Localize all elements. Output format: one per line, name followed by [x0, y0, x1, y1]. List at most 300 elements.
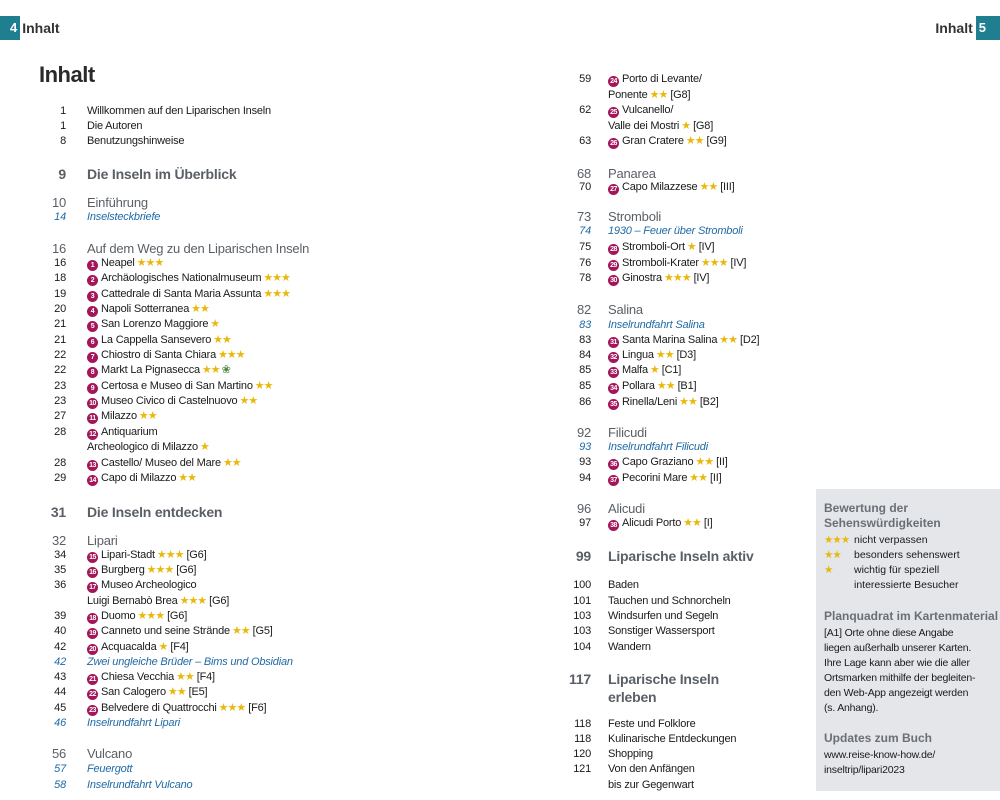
toc-page-number: 82: [576, 302, 591, 317]
rating-stars: ★★: [695, 456, 714, 468]
sight-number-badge: 3: [87, 291, 98, 302]
toc-entry-title: Stromboli: [608, 209, 662, 224]
toc-entry-title: Archeologico di Milazzo: [87, 441, 198, 453]
toc-page-number: 83: [579, 319, 591, 331]
toc-entry-title: Capo di Milazzo: [101, 472, 177, 484]
page-title: Inhalt: [39, 62, 95, 87]
toc-page-number: 18: [54, 272, 66, 284]
rating-stars: ★: [199, 441, 209, 453]
rating-stars: ★★: [254, 380, 273, 392]
toc-entry-title: Tauchen und Schnorcheln: [608, 595, 731, 607]
toc-entry-title: San Calogero: [101, 686, 166, 698]
toc-page-number: 83: [579, 334, 591, 346]
toc-entry-title: Feuergott: [87, 763, 133, 775]
toc-page-number: 16: [54, 257, 66, 269]
toc-entry-text-wrap: [608, 609, 718, 624]
toc-page-number: 28: [54, 426, 66, 438]
rating-stars: ★★★: [218, 702, 246, 714]
map-grid-ref: [E5]: [188, 686, 208, 698]
toc-entry-text-wrap: [87, 271, 290, 286]
toc-page-number: 93: [579, 441, 591, 453]
sight-number-badge: 15: [87, 552, 98, 563]
toc-entry-title: Zwei ungleiche Brüder – Bims und Obsidian: [87, 656, 293, 668]
map-grid-ref: [IV]: [730, 257, 747, 269]
toc-entry-title: Kulinarische Entdeckungen: [608, 733, 737, 745]
toc-entry-text-wrap: [608, 516, 712, 531]
sight-number-badge: 32: [608, 352, 619, 363]
toc-entry-text-wrap: [608, 717, 696, 732]
toc-entry-text-wrap: [87, 716, 180, 731]
toc-entry-title: Inselrundfahrt Filicudi: [608, 441, 708, 453]
map-grid-ref: [B2]: [699, 396, 719, 408]
toc-entry-text-wrap: [87, 670, 215, 685]
rating-stars: ★: [210, 318, 220, 330]
toc-entry-text-wrap: [608, 594, 731, 609]
map-grid-ref: [G9]: [706, 135, 727, 147]
toc-entry-title: Milazzo: [101, 410, 137, 422]
sight-number-badge: 10: [87, 398, 98, 409]
grid-line: Ihre Lage kann aber wie die aller: [824, 657, 970, 669]
toc-page-number: 99: [575, 548, 591, 564]
toc-entry-text-wrap: [87, 745, 132, 762]
toc-entry-title: Alicudi: [608, 501, 645, 516]
map-grid-ref: [G8]: [693, 120, 714, 132]
toc-entry-text-wrap: [608, 778, 694, 793]
toc-entry-text-wrap: [87, 287, 290, 302]
toc-page-number: 45: [54, 702, 66, 714]
toc-entry-title: Napoli Sotterranea: [101, 303, 190, 315]
toc-page-number: 68: [576, 166, 591, 181]
toc-entry-text-wrap: [608, 180, 734, 195]
sight-number-badge: 19: [87, 628, 98, 639]
toc-entry-text-wrap: [608, 348, 696, 363]
rating-stars: ★: [681, 120, 691, 132]
sight-number-badge: 23: [87, 705, 98, 716]
toc-entry-title: Chiesa Vecchia: [101, 671, 175, 683]
toc-page-number: 44: [54, 686, 66, 698]
toc-entry-title: Die Inseln entdecken: [87, 504, 223, 520]
toc-entry-title: Museo Archeologico: [101, 579, 197, 591]
toc-entry-title: La Cappella Sansevero: [101, 334, 212, 346]
toc-page-number: 121: [573, 763, 591, 775]
toc-page-number: 84: [579, 349, 591, 361]
toc-entry-text-wrap: [608, 471, 721, 486]
rating-stars: ★: [686, 241, 696, 253]
rating-stars: ★★: [201, 364, 220, 376]
legend-text-3: nicht verpassen: [854, 534, 928, 546]
toc-entry-text-wrap: [87, 701, 266, 716]
toc-entry-title: Shopping: [608, 748, 653, 760]
map-grid-ref: [D3]: [676, 349, 696, 361]
sight-number-badge: 4: [87, 306, 98, 317]
toc-entry-text-wrap: [87, 333, 231, 348]
page-header-right: [935, 16, 1000, 40]
toc-entry-title: Lipari: [87, 533, 118, 548]
toc-page-number: 16: [51, 241, 66, 256]
sight-number-badge: 29: [608, 260, 619, 271]
toc-entry-title: Inselsteckbriefe: [87, 211, 161, 223]
toc-entry-title: Salina: [608, 302, 643, 317]
sight-number-badge: 30: [608, 275, 619, 286]
toc-entry-text-wrap: [87, 548, 206, 563]
toc-entry-title: Valle dei Mostri: [608, 120, 680, 132]
toc-entry-title: Vulcanello/: [622, 104, 674, 116]
rating-stars: ★★: [191, 303, 209, 315]
toc-entry-text-wrap: [87, 256, 163, 271]
grid-title: Planquadrat im Kartenmaterial: [824, 609, 999, 623]
page-number-left: 4: [0, 16, 20, 40]
sight-number-badge: 1: [87, 260, 98, 271]
rating-stars: ★★: [719, 334, 737, 346]
toc-page-number: 75: [579, 241, 591, 253]
toc-entry-text-wrap: [87, 609, 187, 624]
toc-entry-title: bis zur Gegenwart: [608, 779, 694, 791]
toc-entry-text-wrap: [608, 547, 754, 565]
toc-page-number: 96: [576, 501, 591, 516]
toc-entry-title: Die Autoren: [87, 120, 143, 132]
map-grid-ref: [D2]: [740, 334, 760, 346]
toc-entry-text-wrap: [87, 348, 245, 363]
sight-number-badge: 17: [87, 582, 98, 593]
toc-entry-text-wrap: [87, 456, 241, 471]
toc-entry-title: Pecorini Mare: [622, 472, 688, 484]
toc-entry-text-wrap: [87, 409, 157, 424]
map-grid-ref: [B1]: [677, 380, 697, 392]
toc-entry-text-wrap: [608, 271, 709, 286]
toc-page-number: 70: [579, 181, 591, 193]
sight-number-badge: 13: [87, 460, 98, 471]
toc-page-number: 23: [54, 380, 66, 392]
toc-page-number: 14: [54, 211, 66, 223]
sight-number-badge: 11: [87, 413, 98, 424]
toc-page-number: 1: [60, 105, 66, 117]
toc-entry-text-wrap: [608, 440, 708, 455]
sight-number-badge: 24: [608, 76, 619, 87]
toc-entry-text-wrap: [87, 165, 236, 183]
toc-entry-text-wrap: [87, 240, 309, 257]
grid-line: den Web-App angezeigt werden: [824, 687, 969, 699]
toc-entry-text-wrap: [608, 762, 695, 777]
toc-entry-text-wrap: [608, 240, 714, 255]
toc-entry-text-wrap: [87, 440, 209, 455]
toc-entry-title: Alicudi Porto: [622, 517, 682, 529]
map-grid-ref: [G6]: [167, 610, 188, 622]
sight-number-badge: 35: [608, 399, 619, 410]
toc-page-number: 103: [573, 610, 591, 622]
toc-entry-title: Willkommen auf den Liparischen Inseln: [87, 105, 271, 117]
toc-entry-title: Gran Cratere: [622, 135, 684, 147]
toc-entry-text-wrap: [87, 210, 160, 225]
sight-number-badge: 14: [87, 475, 98, 486]
toc-page-number: 103: [573, 625, 591, 637]
toc-page-number: 19: [54, 288, 66, 300]
toc-entry-text-wrap: [608, 640, 651, 655]
rating-stars: ★★: [685, 135, 704, 147]
toc-entry-text-wrap: [608, 119, 713, 134]
toc-entry-title: Windsurfen und Segeln: [608, 610, 719, 622]
legend-stars-2: ★★: [824, 549, 841, 561]
toc-page-number: 43: [54, 671, 66, 683]
toc-page-number: 1: [60, 120, 66, 132]
toc-entry-title: Pollara: [622, 380, 655, 392]
map-grid-ref: [G6]: [209, 595, 230, 607]
sight-number-badge: 21: [87, 674, 98, 685]
toc-entry-text-wrap: [608, 224, 743, 239]
toc-entry-title: Benutzungshinweise: [87, 135, 185, 147]
toc-page-number: 32: [51, 533, 66, 548]
sight-number-badge: 27: [608, 184, 619, 195]
toc-page-number: 78: [579, 272, 591, 284]
toc-entry-title: Belvedere di Quattrocchi: [101, 702, 217, 714]
rating-stars: ★★: [655, 349, 674, 361]
toc-entry-text-wrap: [608, 424, 647, 441]
toc-entry-text-wrap: [87, 762, 132, 777]
legend-infobox: [816, 489, 1000, 791]
market-icon: ❀: [221, 364, 231, 376]
grid-line: (s. Anhang).: [824, 702, 879, 714]
toc-entry-title: Auf dem Weg zu den Liparischen Inseln: [87, 241, 310, 256]
map-grid-ref: [F4]: [170, 641, 189, 653]
toc-entry-title: Stromboli-Ort: [622, 241, 685, 253]
sight-number-badge: 20: [87, 644, 98, 655]
toc-entry-text-wrap: [87, 532, 118, 549]
rating-stars: ★★: [213, 334, 231, 346]
toc-page-number: 40: [54, 625, 66, 637]
toc-page-number: 22: [54, 364, 66, 376]
rating-stars: ★★★: [136, 257, 164, 269]
toc-entry-text-wrap: [608, 500, 645, 517]
toc-page-number: 29: [54, 472, 66, 484]
rating-stars: ★★: [138, 410, 157, 422]
toc-entry-title: Von den Anfängen: [608, 763, 695, 775]
toc-entry-text-wrap: [608, 379, 696, 394]
sight-number-badge: 16: [87, 567, 98, 578]
toc-entry-title: Wandern: [608, 641, 651, 653]
toc-entry-text-wrap: [608, 670, 719, 688]
map-grid-ref: [II]: [716, 456, 728, 468]
toc-entry-title: Luigi Bernabò Brea: [87, 595, 178, 607]
toc-page-number: 120: [573, 748, 591, 760]
toc-page-number: 21: [54, 334, 66, 346]
toc-entry-title: Lingua: [622, 349, 654, 361]
rating-stars: ★★: [222, 457, 241, 469]
toc-entry-title: Stromboli-Krater: [622, 257, 699, 269]
rating-stars: ★★: [683, 517, 701, 529]
rating-stars: ★★★: [146, 564, 174, 576]
legend-text-1b: interessierte Besucher: [854, 579, 959, 591]
toc-entry-text-wrap: [608, 578, 639, 593]
toc-page-number: 8: [60, 135, 66, 147]
toc-entry-text-wrap: [608, 256, 746, 271]
toc-page-number: 42: [54, 656, 66, 668]
toc-page-number: 39: [54, 610, 66, 622]
updates-url-line[interactable]: inseltrip/lipari2023: [824, 764, 905, 776]
map-grid-ref: [III]: [720, 181, 735, 193]
toc-entry-text-wrap: [608, 455, 728, 470]
toc-entry-text-wrap: [608, 333, 759, 348]
toc-entry-text-wrap: [608, 688, 656, 706]
sight-number-badge: 6: [87, 337, 98, 348]
toc-entry-text-wrap: [608, 134, 727, 149]
toc-entry-text-wrap: [608, 208, 661, 225]
toc-entry-title: Malfa: [622, 364, 648, 376]
toc-entry-text-wrap: [87, 471, 196, 486]
toc-entry-text-wrap: [87, 624, 273, 639]
toc-entry-title: Vulcano: [87, 746, 133, 761]
updates-url-line[interactable]: www.reise-know-how.de/: [824, 749, 936, 761]
sight-number-badge: 36: [608, 459, 619, 470]
toc-entry-title: Museo Civico di Castelnuovo: [101, 395, 238, 407]
toc-page-number: 92: [576, 425, 591, 440]
sight-number-badge: 18: [87, 613, 98, 624]
toc-entry-text-wrap: [87, 194, 148, 211]
toc-page-number: 62: [579, 104, 591, 116]
rating-stars: ★★: [167, 686, 186, 698]
toc-page-number: 57: [54, 763, 66, 775]
toc-entry-title: Capo Graziano: [622, 456, 694, 468]
toc-page-number: 76: [579, 257, 591, 269]
rating-stars: ★★: [679, 396, 697, 408]
map-grid-ref: [F6]: [248, 702, 267, 714]
toc-entry-text-wrap: [87, 317, 219, 332]
toc-entry-text-wrap: [608, 103, 673, 118]
page-header-left: [0, 16, 60, 40]
sight-number-badge: 28: [608, 244, 619, 255]
rating-stars: ★★: [649, 89, 668, 101]
toc-page-number: 94: [579, 472, 591, 484]
sight-number-badge: 38: [608, 520, 619, 531]
rating-stars: ★: [158, 641, 168, 653]
toc-entry-text-wrap: [87, 425, 158, 440]
map-grid-ref: [F4]: [196, 671, 215, 683]
toc-entry-text-wrap: [608, 72, 702, 87]
toc-entry-text-wrap: [608, 88, 690, 103]
toc-entry-title: Duomo: [101, 610, 136, 622]
toc-entry-text-wrap: [87, 119, 142, 134]
toc-page-number: 85: [579, 380, 591, 392]
toc-page-number: 73: [576, 209, 591, 224]
toc-entry-title: Feste und Folklore: [608, 718, 696, 730]
toc-page-number: 42: [54, 641, 66, 653]
sight-number-badge: 12: [87, 429, 98, 440]
toc-page-number: 10: [51, 195, 66, 210]
rating-stars: ★★★: [263, 272, 290, 284]
map-grid-ref: [G5]: [252, 625, 273, 637]
toc-page-number: 58: [54, 779, 66, 791]
toc-page-number: 23: [54, 395, 66, 407]
toc-page-number: 20: [54, 303, 66, 315]
toc-entry-title: Ponente: [608, 89, 648, 101]
rating-stars: ★★★: [663, 272, 691, 284]
sight-number-badge: 34: [608, 383, 619, 394]
rating-stars: ★★: [239, 395, 258, 407]
sight-number-badge: 22: [87, 689, 98, 700]
map-grid-ref: [I]: [703, 517, 713, 529]
rating-stars: ★★★: [137, 610, 165, 622]
toc-page-number: 101: [573, 595, 591, 607]
toc-entry-text-wrap: [608, 318, 705, 333]
toc-entry-title: Acquacalda: [101, 641, 157, 653]
toc-page-number: 104: [573, 641, 591, 653]
toc-entry-text-wrap: [87, 563, 196, 578]
toc-page-number: 27: [54, 410, 66, 422]
toc-entry-title: Santa Marina Salina: [622, 334, 718, 346]
toc-page-number: 118: [574, 733, 591, 745]
toc-entry-title: Rinella/Leni: [622, 396, 678, 408]
sight-number-badge: 26: [608, 138, 619, 149]
rating-title-line1: Bewertung der: [824, 501, 909, 515]
toc-entry-text-wrap: [87, 578, 196, 593]
map-grid-ref: [G6]: [186, 549, 207, 561]
toc-entry-text-wrap: [87, 640, 189, 655]
toc-page-number: 86: [579, 396, 591, 408]
rating-stars: ★★★: [156, 549, 184, 561]
rating-stars: ★★: [689, 472, 707, 484]
toc-entry-title: Panarea: [608, 166, 656, 181]
toc-entry-title: 1930 – Feuer über Stromboli: [608, 225, 743, 237]
map-grid-ref: [G8]: [670, 89, 691, 101]
toc-entry-title: Liparische Inseln: [608, 671, 719, 687]
rating-stars: ★★★: [700, 257, 728, 269]
toc-entry-title: Archäologisches Nationalmuseum: [101, 272, 262, 284]
toc-page-number: 100: [573, 579, 591, 591]
toc-entry-title: Die Inseln im Überblick: [87, 166, 237, 182]
toc-entry-text-wrap: [608, 732, 736, 747]
toc-page-number: 56: [51, 746, 66, 761]
toc-entry-text-wrap: [87, 778, 192, 793]
toc-entry-title: Sonstiger Wassersport: [608, 625, 715, 637]
map-grid-ref: [II]: [710, 472, 722, 484]
map-grid-ref: [IV]: [698, 241, 715, 253]
toc-entry-text-wrap: [87, 655, 293, 670]
legend-text-2: besonders sehenswert: [854, 549, 960, 561]
toc-entry-text-wrap: [608, 363, 681, 378]
toc-page-number: 85: [579, 364, 591, 376]
legend-stars-1: ★: [824, 564, 833, 576]
rating-title-line2: Sehenswürdigkeiten: [824, 516, 941, 530]
toc-entry-title: Chiostro di Santa Chiara: [101, 349, 217, 361]
toc-page-number: 117: [569, 671, 591, 687]
toc-entry-title: Neapel: [101, 257, 135, 269]
toc-entry-text-wrap: [87, 685, 207, 700]
map-grid-ref: [C1]: [661, 364, 682, 376]
toc-page-number: 118: [574, 718, 591, 730]
updates-title: Updates zum Buch: [824, 731, 933, 745]
toc-entry-text-wrap: [87, 394, 257, 409]
toc-page-number: 93: [579, 456, 591, 468]
rating-stars: ★★: [178, 472, 196, 484]
toc-entry-text-wrap: [87, 363, 231, 378]
toc-page-number: 63: [579, 135, 591, 147]
toc-entry-title: Inselrundfahrt Vulcano: [87, 779, 193, 791]
toc-page-number: 22: [54, 349, 66, 361]
toc-entry-text-wrap: [87, 503, 222, 521]
sight-number-badge: 7: [87, 352, 98, 363]
toc-entry-text-wrap: [87, 104, 271, 119]
grid-line: [A1] Orte ohne diese Angabe: [824, 627, 954, 639]
toc-entry-title: Filicudi: [608, 425, 647, 440]
sight-number-badge: 8: [87, 367, 98, 378]
toc-entry-title: Inselrundfahrt Lipari: [87, 717, 181, 729]
toc-entry-text-wrap: [608, 624, 715, 639]
toc-entry-text-wrap: [608, 395, 719, 410]
rating-stars: ★★★: [218, 349, 245, 361]
toc-entry-text-wrap: [87, 134, 184, 149]
sight-number-badge: 37: [608, 475, 619, 486]
toc-page-number: 36: [54, 579, 66, 591]
sight-number-badge: 5: [87, 321, 98, 332]
map-grid-ref: [IV]: [693, 272, 710, 284]
